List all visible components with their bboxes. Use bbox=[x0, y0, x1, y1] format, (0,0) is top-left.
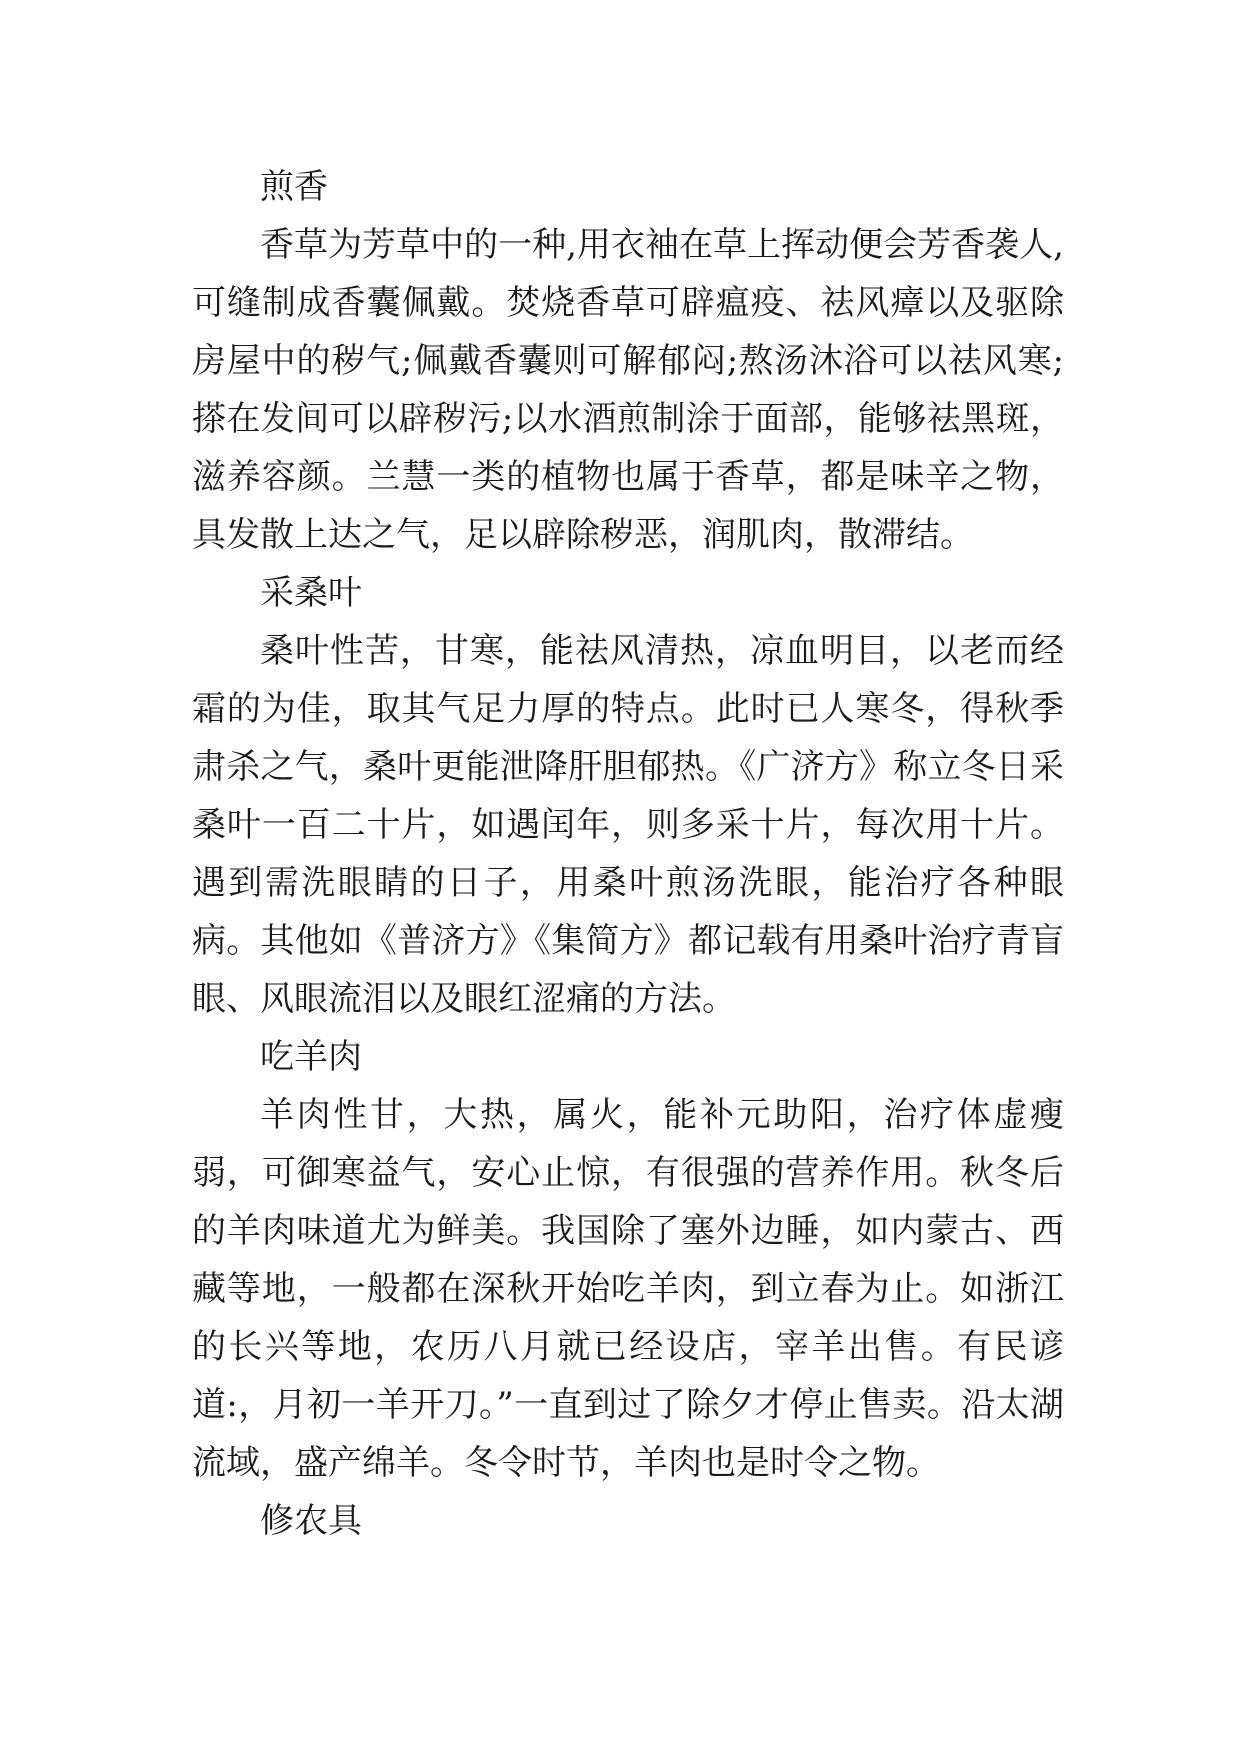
section-heading-chiyangrou: 吃羊肉 bbox=[260, 1037, 362, 1077]
section-body-caisangye: 桑叶性苦，甘寒，能祛风清热，凉血明目，以老而经霜的为佳，取其气足力厚的特点。此时已人寒冬，得秋季肃杀之气，桑叶更能泄降肝胆郁热。《广济方》称立冬日采桑叶一百二十片，如遇闰年，则多采十片，每次用十片。遇到需洗眼睛的日子，用桑叶煎汤洗眼，能治疗各种眼病。其他如《普济方》《集简方》都记载有用桑叶治疗青盲眼、风眼流泪以及眼红涩痛的方法。 bbox=[192, 631, 1064, 1019]
section-heading-caisangye: 采桑叶 bbox=[260, 573, 362, 613]
document-content bbox=[192, 158, 1064, 1550]
section-body-chiyangrou: 羊肉性甘，大热，属火，能补元助阳，治疗体虚瘦弱，可御寒益气，安心止惊，有很强的营养作用。秋冬后的羊肉味道尤为鲜美。我国除了塞外边睡，如内蒙古、西藏等地，一般都在深秋开始吃羊肉，到立春为止。如浙江的长兴等地，农历八月就已经设店，宰羊出售。有民谚道:，月初一羊开刀。”一直到过了除夕才停止售卖。沿太湖流域，盛产绵羊。冬令时节，羊肉也是时令之物。 bbox=[192, 1095, 1064, 1483]
section-heading-jianxiang: 煎香 bbox=[260, 167, 328, 207]
section-body-jianxiang: 香草为芳草中的一种,用衣袖在草上挥动便会芳香袭人,可缝制成香囊佩戴。焚烧香草可辟瘟疫、祛风瘴以及驱除房屋中的秽气;佩戴香囊则可解郁闷;熬汤沐浴可以祛风寒;搽在发间可以辟秽污;以水酒煎制涂于面部，能够祛黑斑，滋养容颜。兰慧一类的植物也属于香草，都是味辛之物，具发散上达之气，足以辟除秽恶，润肌肉，散滞结。 bbox=[192, 225, 1064, 555]
section-heading-xiunongju: 修农具 bbox=[260, 1501, 362, 1541]
